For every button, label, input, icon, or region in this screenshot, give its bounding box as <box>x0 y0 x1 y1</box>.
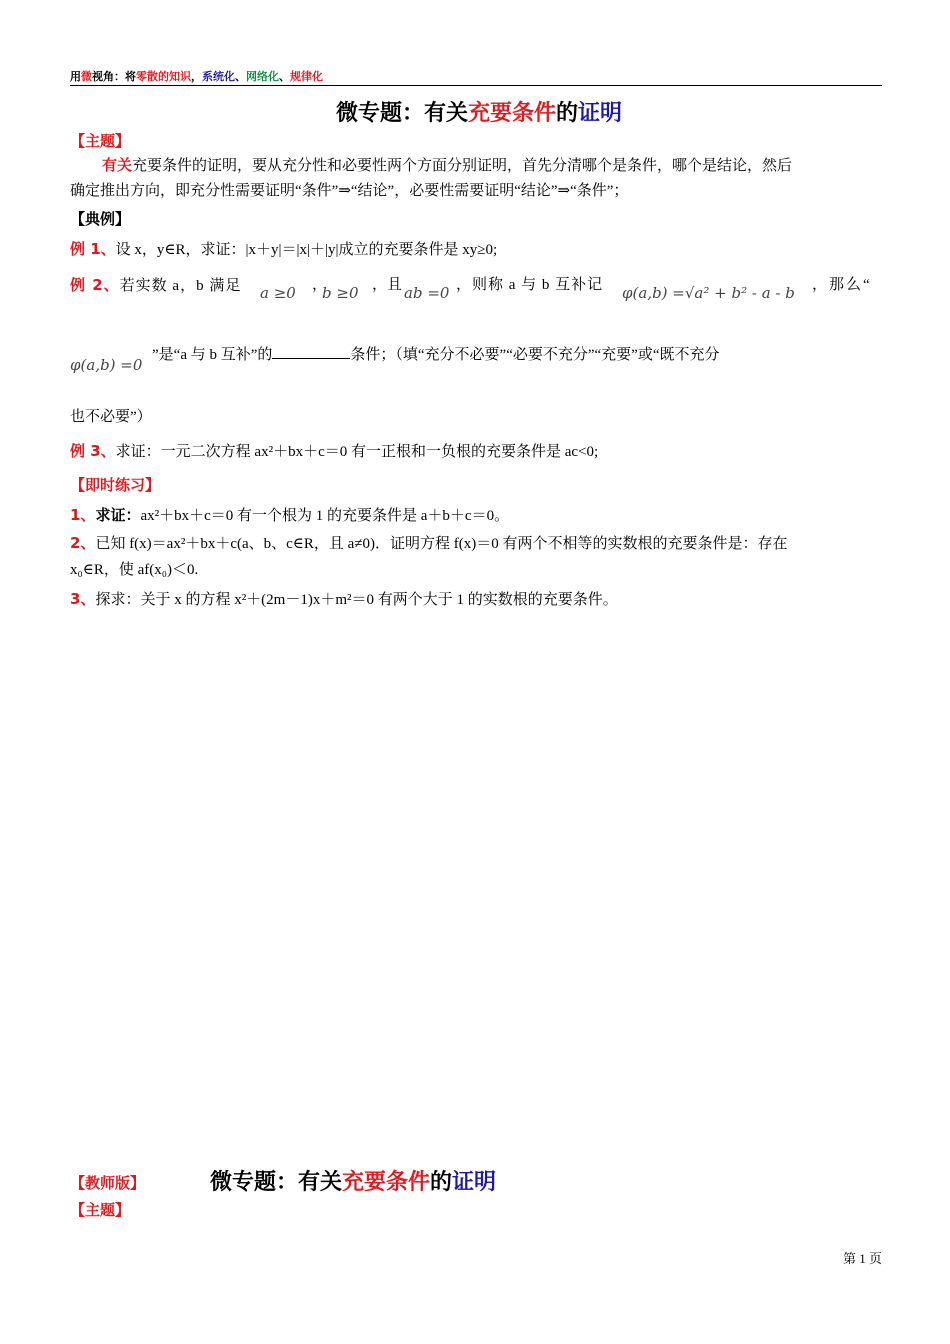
practice-1 <box>70 502 882 529</box>
title-part: 的 <box>430 1170 453 1195</box>
topic-line: 充要条件的证明，要从充分性和必要性两个方面分别证明，首先分清哪个是条件，哪个是结论，然后 <box>132 158 793 174</box>
header-rule <box>70 85 882 86</box>
practice-text: ax²＋bx＋c＝0 有一个根为 1 的充要条件是 a＋b＋c＝0。 <box>140 508 510 524</box>
title-part: 充要条件 <box>342 1170 431 1195</box>
math-b-nonneg: b ≥0 <box>322 284 359 302</box>
example-label: 例 2、 <box>70 276 120 294</box>
example-label: 例 3、 <box>70 442 116 460</box>
practice-text: 探求：关于 x 的方程 x²＋(2m－1)x＋m²＝0 有两个大于 1 的实数根的充要条件。 <box>95 592 618 608</box>
example-label: 例 1、 <box>70 240 116 258</box>
teacher-title <box>210 1165 496 1196</box>
math-phi-zero: φ(a,b) =0 <box>70 356 143 374</box>
example-1 <box>70 236 882 263</box>
title-part: 微专题：有关 <box>210 1170 343 1195</box>
example-text: ，且 <box>372 277 403 293</box>
header-part: 、 <box>235 70 246 83</box>
example-2-line2 <box>152 342 720 368</box>
section-practice: 【即时练习】 <box>70 476 161 494</box>
math-ab-zero: ab =0 <box>404 284 450 302</box>
practice-label: 2、 <box>70 534 96 552</box>
header-part: 规律化 <box>290 70 323 83</box>
practice-prefix: 求证： <box>95 506 141 524</box>
example-text: 条件；（填“充分不必要”“必要不充分”“充要”或“既不充分 <box>350 347 720 363</box>
title-part: 充要条件 <box>468 101 557 126</box>
example-text: ，那么“ <box>812 277 872 293</box>
topic-paragraph <box>70 152 882 179</box>
practice-3 <box>70 586 882 613</box>
example-text: 若实数 a，b 满足 <box>119 278 242 294</box>
title-part: 证明 <box>578 101 623 126</box>
topic-highlight: 有关 <box>102 156 133 174</box>
example-text: 求证：一元二次方程 ax²＋bx＋c＝0 有一正根和一负根的充要条件是 ac<0; <box>115 444 599 460</box>
answer-blank[interactable] <box>272 344 350 359</box>
practice-label: 1、 <box>70 506 96 524</box>
practice-text: 已知 f(x)＝ax²＋bx＋c(a、b、c∈R，且 a≠0)．证明方程 f(x)＝0 有两个不相等的实数根的充要条件是：存在 <box>95 536 788 552</box>
section-topic: 【主题】 <box>70 132 131 150</box>
example-text: ”是“a 与 b 互补”的 <box>152 347 273 363</box>
example-text: ， <box>312 277 328 293</box>
header-part: ， <box>191 70 202 83</box>
page-number: 第 1 页 <box>842 1251 882 1266</box>
example-2-line3: 也不必要”） <box>70 409 152 425</box>
example-3 <box>70 438 882 465</box>
header-part: 视角：将 <box>92 70 136 83</box>
header-part: 微 <box>81 70 92 83</box>
header-part: 零散的知识 <box>136 70 191 83</box>
math-phi-definition: φ(a,b) =√a² + b² - a - b <box>622 284 795 302</box>
example-text: 设 x，y∈R，求证：|x＋y|＝|x|＋|y|成立的充要条件是 xy≥0; <box>115 242 498 258</box>
header-part: 用 <box>70 70 81 83</box>
header-part: 网络化 <box>246 70 279 83</box>
header-part: 系统化 <box>202 70 235 83</box>
practice-2-line2: x₀∈R，使 af(x₀)＜0. <box>70 562 199 578</box>
title-part: 微专题：有关 <box>336 101 469 126</box>
practice-2 <box>70 530 882 557</box>
teacher-label: 【教师版】 <box>70 1174 146 1192</box>
practice-label: 3、 <box>70 590 96 608</box>
title-part: 的 <box>556 101 579 126</box>
page-title <box>336 96 622 127</box>
header-slogan <box>70 68 323 84</box>
header-part: 、 <box>279 70 290 83</box>
title-part: 证明 <box>452 1170 497 1195</box>
math-a-nonneg: a ≥0 <box>260 284 296 302</box>
topic-paragraph-2: 确定推出方向，即充分性需要证明“条件”⇒“结论”，必要性需要证明“结论”⇒“条件”； <box>70 183 629 199</box>
teacher-section-topic: 【主题】 <box>70 1201 131 1219</box>
section-examples: 【典例】 <box>70 210 131 228</box>
example-text: ，则称 a 与 b 互补记 <box>456 277 604 293</box>
